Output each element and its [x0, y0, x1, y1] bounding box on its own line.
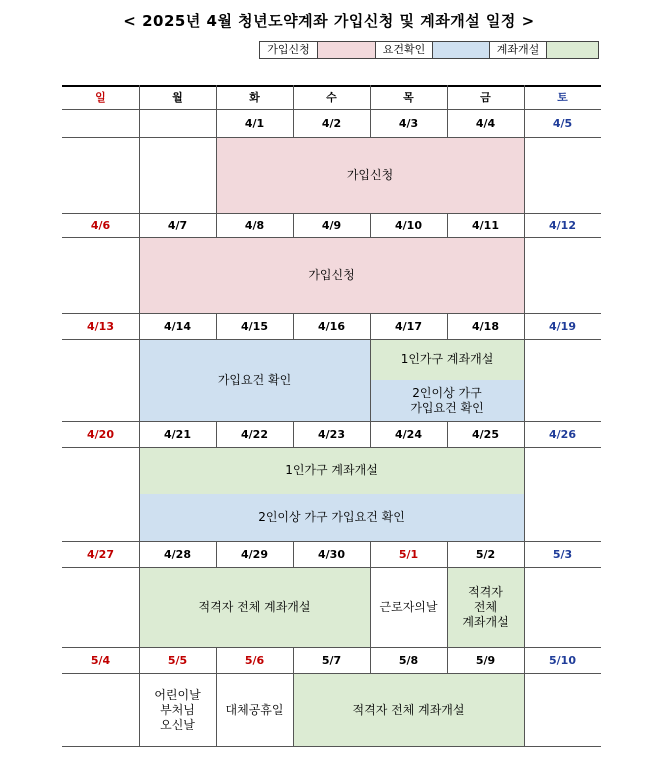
block-check2-week4: 2인이상 가구 가입요건 확인 [139, 494, 524, 541]
date-cell: 5/8 [398, 653, 419, 667]
date-cell: 5/2 [475, 547, 496, 561]
date-cell: 4/7 [167, 218, 188, 232]
date-cell [62, 109, 139, 137]
date-cell: 4/10 [395, 218, 422, 232]
date-cell: 4/26 [549, 427, 576, 441]
date-cell: 4/27 [87, 547, 114, 561]
date-cell: 4/18 [472, 319, 499, 333]
date-cell: 4/20 [87, 427, 114, 441]
block-check2-week3: 2인이상 가구 가입요건 확인 [370, 380, 524, 421]
block-holiday1-week6: 어린이날 부처님 오신날 [154, 687, 201, 732]
block-apply-week1: 가입신청 [216, 137, 524, 213]
block-open-all-week6: 적격자 전체 계좌개설 [293, 673, 524, 747]
date-cell: 5/9 [475, 653, 496, 667]
date-cell: 4/4 [475, 116, 496, 130]
weekday-sat: 토 [557, 91, 568, 104]
date-cell: 4/23 [318, 427, 345, 441]
block-holiday-week5: 근로자의날 [370, 567, 447, 647]
date-cell: 4/1 [244, 116, 265, 130]
date-cell: 5/7 [321, 653, 342, 667]
date-cell: 4/5 [552, 116, 573, 130]
weekday-wed: 수 [326, 91, 337, 104]
date-cell: 4/3 [398, 116, 419, 130]
date-cell: 4/9 [321, 218, 342, 232]
block-check-week3: 가입요건 확인 [139, 339, 370, 421]
date-cell: 5/6 [244, 653, 265, 667]
date-cell: 4/13 [87, 319, 114, 333]
date-cell: 4/25 [472, 427, 499, 441]
date-cell: 4/14 [164, 319, 191, 333]
date-cell: 4/8 [244, 218, 265, 232]
legend-swatch-open [547, 42, 598, 58]
legend-label-apply: 가입신청 [260, 42, 318, 58]
legend-label-open: 계좌개설 [490, 42, 547, 58]
date-cell: 5/1 [398, 547, 419, 561]
legend [259, 41, 599, 59]
legend-swatch-check [433, 42, 490, 58]
date-cell: 4/22 [241, 427, 268, 441]
weekday-mon: 월 [172, 91, 183, 104]
date-cell: 4/6 [90, 218, 111, 232]
block-holiday2-week6: 대체공휴일 [225, 702, 284, 717]
date-cell: 4/30 [318, 547, 345, 561]
date-cell: 4/19 [549, 319, 576, 333]
date-cell: 4/11 [472, 218, 499, 232]
date-cell: 4/16 [318, 319, 345, 333]
date-cell: 4/21 [164, 427, 191, 441]
date-cell: 4/28 [164, 547, 191, 561]
date-cell: 5/3 [552, 547, 573, 561]
date-cell [139, 109, 216, 137]
block-open1-week3: 1인가구 계좌개설 [370, 339, 524, 380]
weekday-tue: 화 [249, 91, 260, 104]
date-cell: 5/4 [90, 653, 111, 667]
block-apply-week2: 가입신청 [139, 237, 524, 313]
block-open1-week4: 1인가구 계좌개설 [139, 447, 524, 494]
legend-label-check: 요건확인 [376, 42, 433, 58]
date-cell: 4/12 [549, 218, 576, 232]
date-cell: 4/17 [395, 319, 422, 333]
block-open-all-week5: 적격자 전체 계좌개설 [139, 567, 370, 647]
block-open-fri-week5: 적격자 전체 계좌개설 [447, 567, 524, 647]
date-cell: 4/24 [395, 427, 422, 441]
date-cell: 4/29 [241, 547, 268, 561]
date-cell: 5/10 [549, 653, 576, 667]
weekday-fri: 금 [480, 91, 491, 104]
date-cell: 4/2 [321, 116, 342, 130]
weekday-thu: 목 [403, 91, 414, 104]
date-cell: 5/5 [167, 653, 188, 667]
date-cell: 4/15 [241, 319, 268, 333]
calendar [62, 85, 601, 747]
page-title: < 2025년 4월 청년도약계좌 가입신청 및 계좌개설 일정 > [123, 12, 535, 30]
legend-swatch-apply [318, 42, 376, 58]
weekday-sun: 일 [95, 91, 106, 104]
